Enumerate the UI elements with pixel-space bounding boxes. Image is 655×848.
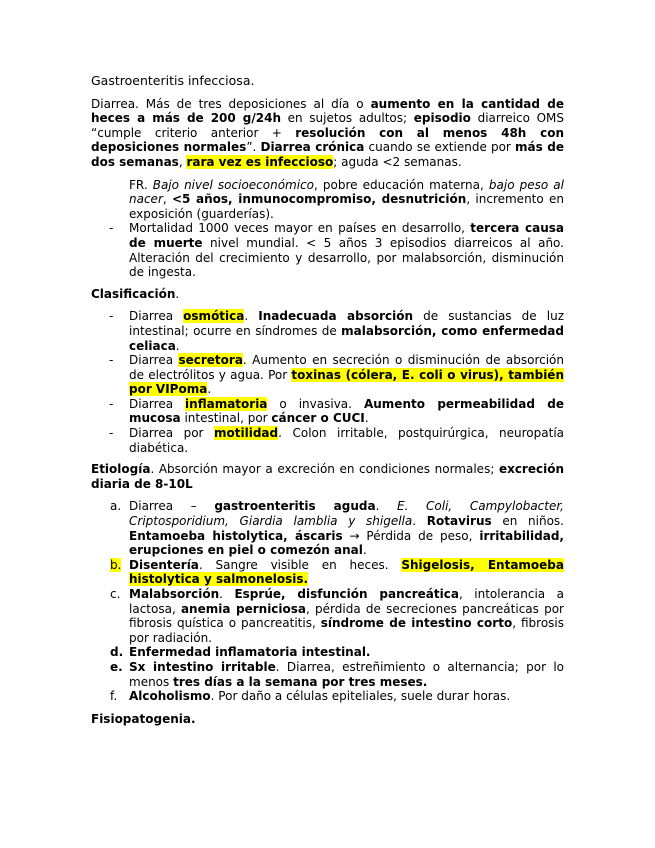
risk-factors: FR. Bajo nivel socioeconómico, pobre educación materna, bajo peso al nacer, <5 años, inmunocompromiso, desnutrición, incremento en exposición (guarderías). xyxy=(129,177,564,221)
list-bullet: - xyxy=(109,221,114,236)
document-page xyxy=(91,74,564,726)
list-item-mortalidad: - Mortalidad 1000 veces mayor en países en desarrollo, tercera causa de muerte nivel mundial. < 5 años 3 episodios diarreicos al año. Alteración del crecimiento y desarrollo, por malabsorción, disminución de ingesta. xyxy=(109,221,565,280)
intro-paragraph: Diarrea. Más de tres deposiciones al día o aumento en la cantidad de heces a más de 200 g/24h en sujetos adultos; episodio diarreico OMS “cumple criterio anterior + resolución con al menos 48h con deposiciones normales”. Diarrea crónica cuando se extiende por más de dos semanas, rara vez es infeccioso; aguda <2 semanas. xyxy=(91,96,564,169)
highlight: rara vez es infeccioso xyxy=(186,154,334,169)
list-item-b: b. Disentería. Sangre visible en heces. Shigelosis, Entamoeba histolytica y salmonelosis. xyxy=(110,557,564,587)
list-item-f: f. Alcoholismo. Por daño a células epiteliales, suele durar horas. xyxy=(110,689,511,704)
risk-list xyxy=(91,178,564,280)
list-item-e: e. Sx intestino irritable. Diarrea, estreñimiento o alternancia; por lo menos tres días a la semana por tres meses. xyxy=(110,659,564,689)
list-item: - Diarrea inflamatoria o invasiva. Aumento permeabilidad de mucosa intestinal, por cáncer o CUCI. xyxy=(109,396,564,426)
list-item: - Diarrea osmótica. Inadecuada absorción de sustancias de luz intestinal; ocurre en síndromes de malabsorción, como enfermedad celiaca. xyxy=(109,309,564,353)
section-heading-fisiopatogenia: Fisiopatogenia. xyxy=(91,711,196,726)
etiologia-list xyxy=(91,499,564,703)
list-item-c: c. Malabsorción. Esprúe, disfunción pancreática, intolerancia a lactosa, anemia perniciosa, pérdida de secreciones pancreáticas por fibrosis quística o pancreatitis, síndrome de intestino corto, fibrosis por radiación. xyxy=(110,587,565,645)
list-item: - Diarrea secretora. Aumento en secreción o disminución de absorción de electrólitos y agua. Por toxinas (cólera, E. coli o virus), también por VIPoma. xyxy=(109,353,565,397)
etiologia-paragraph: Etiología. Absorción mayor a excreción en condiciones normales; excreción diaria de 8-10L xyxy=(91,462,564,491)
section-heading-clasificacion: Clasificación. xyxy=(91,286,180,301)
list-item-d: d. Enfermedad inflamatoria intestinal. xyxy=(110,645,371,660)
list-item: - Diarrea por motilidad. Colon irritable, postquirúrgica, neuropatía diabética. xyxy=(109,426,565,455)
document-title: Gastroenteritis infecciosa. xyxy=(91,73,255,88)
clasificacion-list xyxy=(91,309,564,455)
list-item-a: a. Diarrea – gastroenteritis aguda. E. Coli, Campylobacter, Criptosporidium, Giardia lamblia y shigella. Rotavirus en niños. Entamoeba histolytica, áscaris → Pérdida de peso, irritabilidad, erupciones en piel o comezón anal. xyxy=(110,499,564,558)
